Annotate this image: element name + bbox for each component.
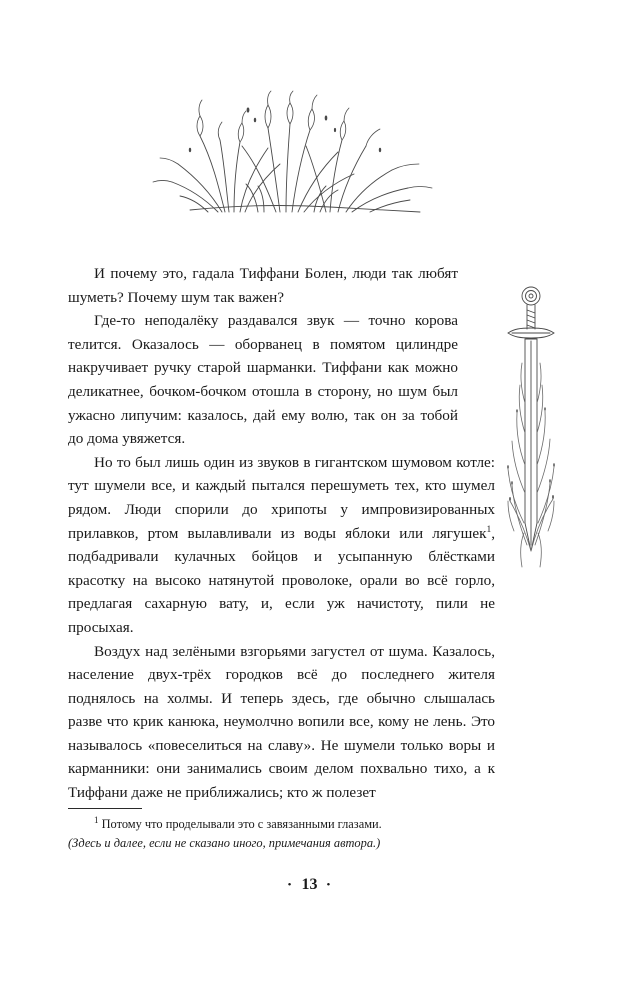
paragraph: Где-то неподалёку раздавался звук — точно корова телится. Оказалось — оборванец в помятом цилиндре накручивает ручку старой шарманки. Тиффани как можно деликатнее, бочком-бочком отошла в сторону, но шум был ужасно липучим: казалось, дай ему волю, так он за тобой до дома увяжется. <box>68 312 458 448</box>
paragraph: Воздух над зелёными взгорьями загустел от шума. Казалось, население двух-трёх городков всё до последнего жителя поднялось на холмы. И теперь здесь, где обычно слышалась разве что крик канюка, неумолчно вопили все, кому не лень. Это называлось «повеселиться на славу». Не шумели только воры и карманники: они занимались своим делом похвально тихо, а к Тиффани даже не приближались; кто ж полезет <box>68 642 495 802</box>
body-text <box>68 262 495 805</box>
footnote-text <box>68 815 495 834</box>
grass-and-wheat-sketch-illustration <box>130 88 470 223</box>
footnote-author-note: (Здесь и далее, если не сказано иного, примечания автора.) <box>68 835 381 850</box>
footnote-block <box>68 808 495 852</box>
page-folio <box>0 876 619 894</box>
folio-dot-right: • <box>326 879 332 892</box>
paragraph-part-before-footnote: Но то был лишь один из звуков в гигантском шумовом котле: тут шумели все, и каждый пытался перешуметь тех, кто шумел рядом. Люди спорили до хрипоты у импровизированных прилавков, ртом вылавливали из воды яблоки или лягушек <box>68 453 495 542</box>
paragraph-part-after-footnote: , подбадривали кулачных бойцов и усыпанную блёстками красотку на высоко натянутой проволоке, орали во всё горло, предлагая сахарную вату, и, если уж начистоту, пили не просыхая. <box>68 524 495 636</box>
footnote-divider <box>68 808 142 809</box>
footnote-marker: 1 <box>94 814 99 825</box>
sword-in-grass-sketch-illustration <box>500 283 562 598</box>
paragraph-with-footnote <box>68 451 495 640</box>
footnote-body: Потому что проделывали это с завязанными глазами. <box>98 817 382 831</box>
paragraph: И почему это, гадала Тиффани Болен, люди так любят шуметь? Почему шум так важен? <box>68 265 458 306</box>
folio-dot-left: • <box>287 879 293 892</box>
footnote-reference[interactable]: 1 <box>486 524 492 535</box>
page-number: 13 <box>301 876 318 893</box>
